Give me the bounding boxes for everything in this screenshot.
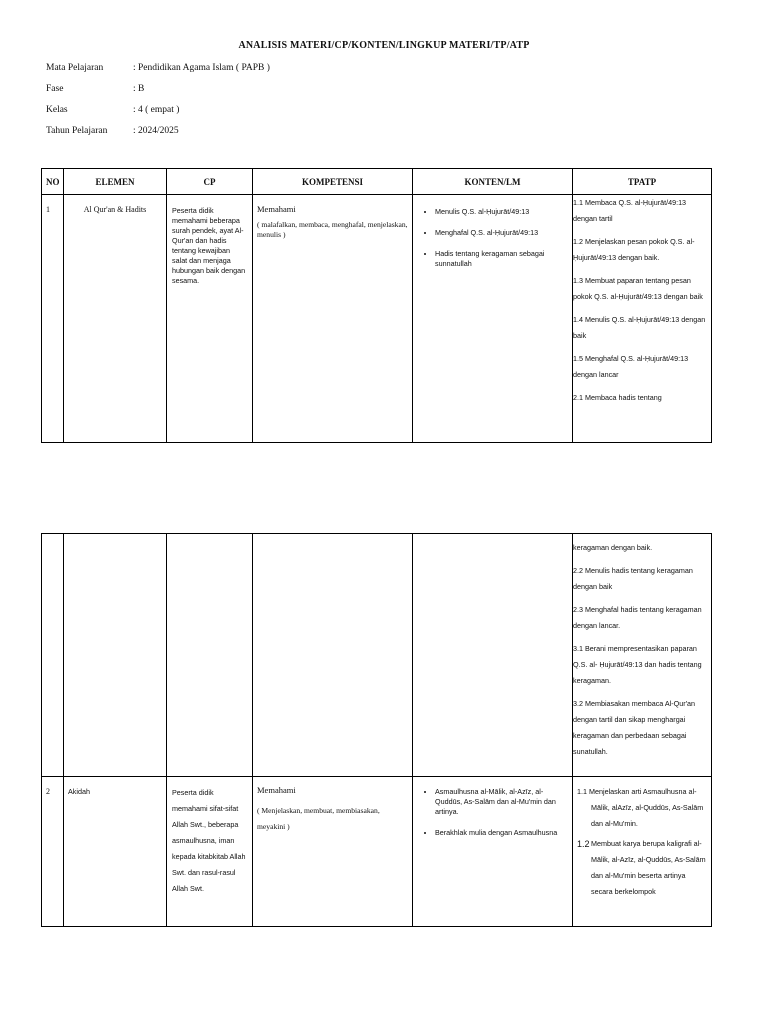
meta-value: : 4 ( empat ) <box>133 105 180 115</box>
tp-item <box>577 836 708 900</box>
kompetensi-title: Memahami <box>257 204 296 214</box>
row-cp: Peserta didik memahami beberapa surah pendek, ayat Al-Qur'an dan hadis tentang kewajiban salat dan menjaga hubungan baik dengan sesama. <box>167 195 253 443</box>
meta-label: Mata Pelajaran <box>46 63 104 73</box>
table-row <box>42 195 712 443</box>
tp-number: 1.2 <box>577 839 590 849</box>
row-elemen: Al Qur'an & Hadits <box>64 195 167 443</box>
tp-item: 1.2 Menjelaskan pesan pokok Q.S. al-Ḥujurāt/49:13 dengan baik. <box>573 237 695 262</box>
kompetensi-title: Memahami <box>257 785 296 795</box>
row-konten <box>413 195 573 443</box>
table-row-continued <box>42 534 712 777</box>
header-no: NO <box>42 169 64 195</box>
meta-label: Tahun Pelajaran <box>46 126 108 136</box>
list-item: • Hadis tentang keragaman sebagai sunnatullah <box>435 249 568 269</box>
row-konten <box>413 777 573 927</box>
list-item: • Berakhlak mulia dengan Asmaulhusna <box>435 828 568 838</box>
tp-item: 1.5 Menghafal Q.S. al-Ḥujurāt/49:13 dengan lancar <box>573 354 689 379</box>
kompetensi-detail: ( malafalkan, membaca, menghafal, menjelaskan, menulis ) <box>257 220 408 239</box>
list-item: • Menulis Q.S. al-Ḥujurāt/49:13 <box>435 207 568 217</box>
header-kompetensi: KOMPETENSI <box>253 169 413 195</box>
tp-item: 2.2 Menulis hadis tentang keragaman dengan baik <box>573 566 693 591</box>
analysis-table-page2 <box>41 533 712 927</box>
document-title: ANALISIS MATERI/CP/KONTEN/LINGKUP MATERI/TP/ATP <box>238 40 530 51</box>
row-kompetensi <box>253 777 413 927</box>
row-cp: Peserta didik memahami sifat-sifat Allah Swt., beberapa asmaulhusna, iman kepada kitabkitab Allah Swt. dan rasul-rasul Allah Swt. <box>167 777 253 927</box>
meta-value: : 2024/2025 <box>133 126 179 136</box>
row-elemen: Akidah <box>64 777 167 927</box>
tp-item: keragaman dengan baik. <box>573 543 653 552</box>
row-kompetensi <box>253 195 413 443</box>
meta-value: : B <box>133 84 145 94</box>
row-number: 2 <box>42 777 64 927</box>
tp-item: 1.4 Menulis Q.S. al-Ḥujurāt/49:13 dengan baik <box>573 315 706 340</box>
row-tpatp <box>573 195 712 443</box>
meta-label: Kelas <box>46 105 68 115</box>
row-tpatp <box>573 777 712 927</box>
table-header-row <box>42 169 712 195</box>
header-cp: CP <box>167 169 253 195</box>
header-konten: KONTEN/LM <box>413 169 573 195</box>
tp-item: 3.1 Berani mempresentasikan paparan Q.S. al- Ḥujurāt/49:13 dan hadis tentang keragaman. <box>573 644 702 685</box>
tp-item: 1.1 Menjelaskan arti Asmaulhusna al-Mālik, alAzīz, al-Quddūs, As-Salām dan al-Mu'min. <box>577 787 704 828</box>
meta-label: Fase <box>46 84 64 94</box>
tp-item: 1.1 Membaca Q.S. al-Ḥujurāt/49:13 dengan tartil <box>573 198 687 223</box>
analysis-table-page1 <box>41 168 712 443</box>
header-elemen: ELEMEN <box>64 169 167 195</box>
tp-item: 1.3 Membuat paparan tentang pesan pokok Q.S. al-Ḥujurāt/49:13 dengan baik <box>573 276 703 301</box>
list-item: • Asmaulhusna al-Mālik, al-Azīz, al-Quddūs, As-Salām dan al-Mu'min dan artinya. <box>435 787 568 817</box>
row-number: 1 <box>42 195 64 443</box>
tp-item: 3.2 Membiasakan membaca Al-Qur'an dengan tartil dan sikap menghargai keragaman dan perbedaan sebagai sunatullah. <box>573 699 696 756</box>
kompetensi-detail: ( Menjelaskan, membuat, membiasakan, meyakini ) <box>257 806 380 831</box>
row-tpatp <box>573 534 712 777</box>
tp-item: 2.1 Membaca hadis tentang <box>573 393 662 402</box>
list-item: • Menghafal Q.S. al-Ḥujurāt/49:13 <box>435 228 568 238</box>
tp-text: Membuat karya berupa kaligrafi al-Mālik, al-Azīz, al-Quddūs, As-Salām dan al-Mu'min beserta artinya secara berkelompok <box>591 839 706 896</box>
meta-value: : Pendidikan Agama Islam ( PAPB ) <box>133 63 270 73</box>
tp-item: 2.3 Menghafal hadis tentang keragaman dengan lancar. <box>573 605 702 630</box>
header-tpatp: TPATP <box>573 169 712 195</box>
table-row <box>42 777 712 927</box>
